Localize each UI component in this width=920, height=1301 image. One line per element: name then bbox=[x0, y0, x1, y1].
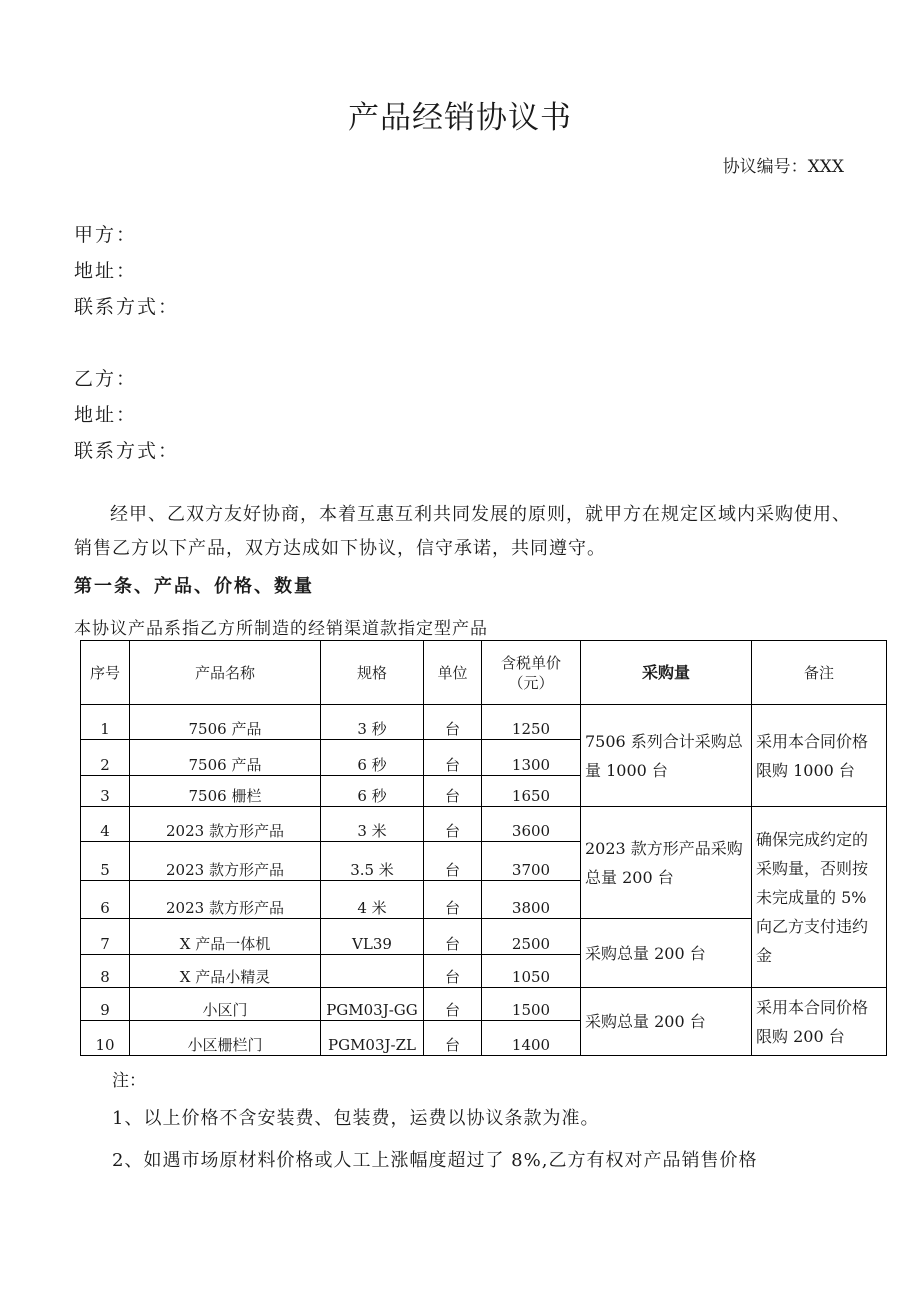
row-spec: 4 米 bbox=[321, 881, 424, 919]
header-remark: 备注 bbox=[752, 641, 887, 705]
row-spec bbox=[321, 955, 424, 988]
header-unit: 单位 bbox=[424, 641, 482, 705]
row-unit: 台 bbox=[424, 881, 482, 919]
document-title: 产品经销协议书 bbox=[348, 100, 572, 136]
header-price bbox=[482, 641, 581, 705]
remark-group-3: 采用本合同价格限购 200 台 bbox=[752, 988, 887, 1056]
row-seq: 8 bbox=[81, 955, 130, 988]
row-seq: 9 bbox=[81, 988, 130, 1021]
row-spec: VL39 bbox=[321, 919, 424, 955]
row-price: 3700 bbox=[482, 842, 581, 881]
row-seq: 5 bbox=[81, 842, 130, 881]
intro-paragraph: 经甲、乙双方友好协商，本着互惠互利共同发展的原则，就甲方在规定区域内采购使用、销售乙方以下产品，双方达成如下协议，信守承诺，共同遵守。 bbox=[74, 504, 851, 559]
table-row bbox=[81, 807, 887, 842]
row-unit: 台 bbox=[424, 807, 482, 842]
row-price: 3600 bbox=[482, 807, 581, 842]
row-spec: PGM03J-ZL bbox=[321, 1021, 424, 1056]
remark-group-2: 确保完成约定的采购量，否则按未完成量的 5%向乙方支付违约金 bbox=[752, 807, 887, 988]
row-product-name: 2023 款方形产品 bbox=[130, 842, 321, 881]
row-spec: 3 米 bbox=[321, 807, 424, 842]
table-row bbox=[81, 705, 887, 740]
qty-group-3: 采购总量 200 台 bbox=[581, 919, 752, 988]
agreement-number-value: XXX bbox=[807, 157, 844, 177]
qty-group-4: 采购总量 200 台 bbox=[581, 988, 752, 1056]
row-price: 1650 bbox=[482, 776, 581, 807]
row-unit: 台 bbox=[424, 705, 482, 740]
row-product-name: 小区门 bbox=[130, 988, 321, 1021]
agreement-number-label: 协议编号： bbox=[722, 157, 808, 177]
row-price: 1400 bbox=[482, 1021, 581, 1056]
row-seq: 4 bbox=[81, 807, 130, 842]
row-seq: 7 bbox=[81, 919, 130, 955]
row-product-name: 2023 款方形产品 bbox=[130, 807, 321, 842]
notes-label: 注： bbox=[112, 1071, 146, 1091]
table-row bbox=[81, 988, 887, 1021]
row-product-name: 7506 产品 bbox=[130, 740, 321, 776]
row-product-name: 2023 款方形产品 bbox=[130, 881, 321, 919]
product-table bbox=[80, 640, 887, 1056]
article-1-heading: 第一条、产品、价格、数量 bbox=[74, 576, 314, 597]
party-b-name-label: 乙方： bbox=[74, 368, 138, 390]
row-price: 2500 bbox=[482, 919, 581, 955]
table-header-row bbox=[81, 641, 887, 705]
row-product-name: 小区栅栏门 bbox=[130, 1021, 321, 1056]
row-unit: 台 bbox=[424, 988, 482, 1021]
row-product-name: X 产品小精灵 bbox=[130, 955, 321, 988]
agreement-number bbox=[723, 152, 844, 177]
article-1-description: 本协议产品系指乙方所制造的经销渠道款指定型产品 bbox=[74, 619, 488, 639]
row-spec: 3.5 米 bbox=[321, 842, 424, 881]
row-seq: 10 bbox=[81, 1021, 130, 1056]
header-spec: 规格 bbox=[321, 641, 424, 705]
row-unit: 台 bbox=[424, 842, 482, 881]
row-seq: 2 bbox=[81, 740, 130, 776]
row-spec: 6 秒 bbox=[321, 776, 424, 807]
row-price: 1300 bbox=[482, 740, 581, 776]
party-a-address-label: 地址： bbox=[74, 260, 138, 282]
header-qty: 采购量 bbox=[581, 641, 752, 705]
party-b-address-label: 地址： bbox=[74, 404, 138, 426]
row-seq: 1 bbox=[81, 705, 130, 740]
qty-group-1: 7506 系列合计采购总量 1000 台 bbox=[581, 705, 752, 807]
note-item-1: 1、以上价格不含安装费、包装费，运费以协议条款为准。 bbox=[112, 1108, 600, 1129]
header-price-line1: 含税单价 bbox=[500, 653, 561, 672]
row-spec: PGM03J-GG bbox=[321, 988, 424, 1021]
row-price: 1250 bbox=[482, 705, 581, 740]
row-price: 1050 bbox=[482, 955, 581, 988]
row-unit: 台 bbox=[424, 955, 482, 988]
party-b-contact-label: 联系方式： bbox=[74, 440, 180, 462]
qty-group-2: 2023 款方形产品采购总量 200 台 bbox=[581, 807, 752, 919]
row-product-name: X 产品一体机 bbox=[130, 919, 321, 955]
header-seq: 序号 bbox=[81, 641, 130, 705]
row-product-name: 7506 栅栏 bbox=[130, 776, 321, 807]
row-spec: 6 秒 bbox=[321, 740, 424, 776]
remark-group-1: 采用本合同价格限购 1000 台 bbox=[752, 705, 887, 807]
party-a-contact-label: 联系方式： bbox=[74, 296, 180, 318]
row-unit: 台 bbox=[424, 776, 482, 807]
row-seq: 6 bbox=[81, 881, 130, 919]
row-unit: 台 bbox=[424, 919, 482, 955]
row-price: 3800 bbox=[482, 881, 581, 919]
row-unit: 台 bbox=[424, 1021, 482, 1056]
row-seq: 3 bbox=[81, 776, 130, 807]
header-product-name: 产品名称 bbox=[130, 641, 321, 705]
row-spec: 3 秒 bbox=[321, 705, 424, 740]
note-item-2: 2、如遇市场原材料价格或人工上涨幅度超过了 8%,乙方有权对产品销售价格 bbox=[112, 1150, 758, 1171]
row-price: 1500 bbox=[482, 988, 581, 1021]
header-price-line2: （元） bbox=[508, 673, 554, 692]
party-a-name-label: 甲方： bbox=[74, 224, 138, 246]
row-unit: 台 bbox=[424, 740, 482, 776]
row-product-name: 7506 产品 bbox=[130, 705, 321, 740]
